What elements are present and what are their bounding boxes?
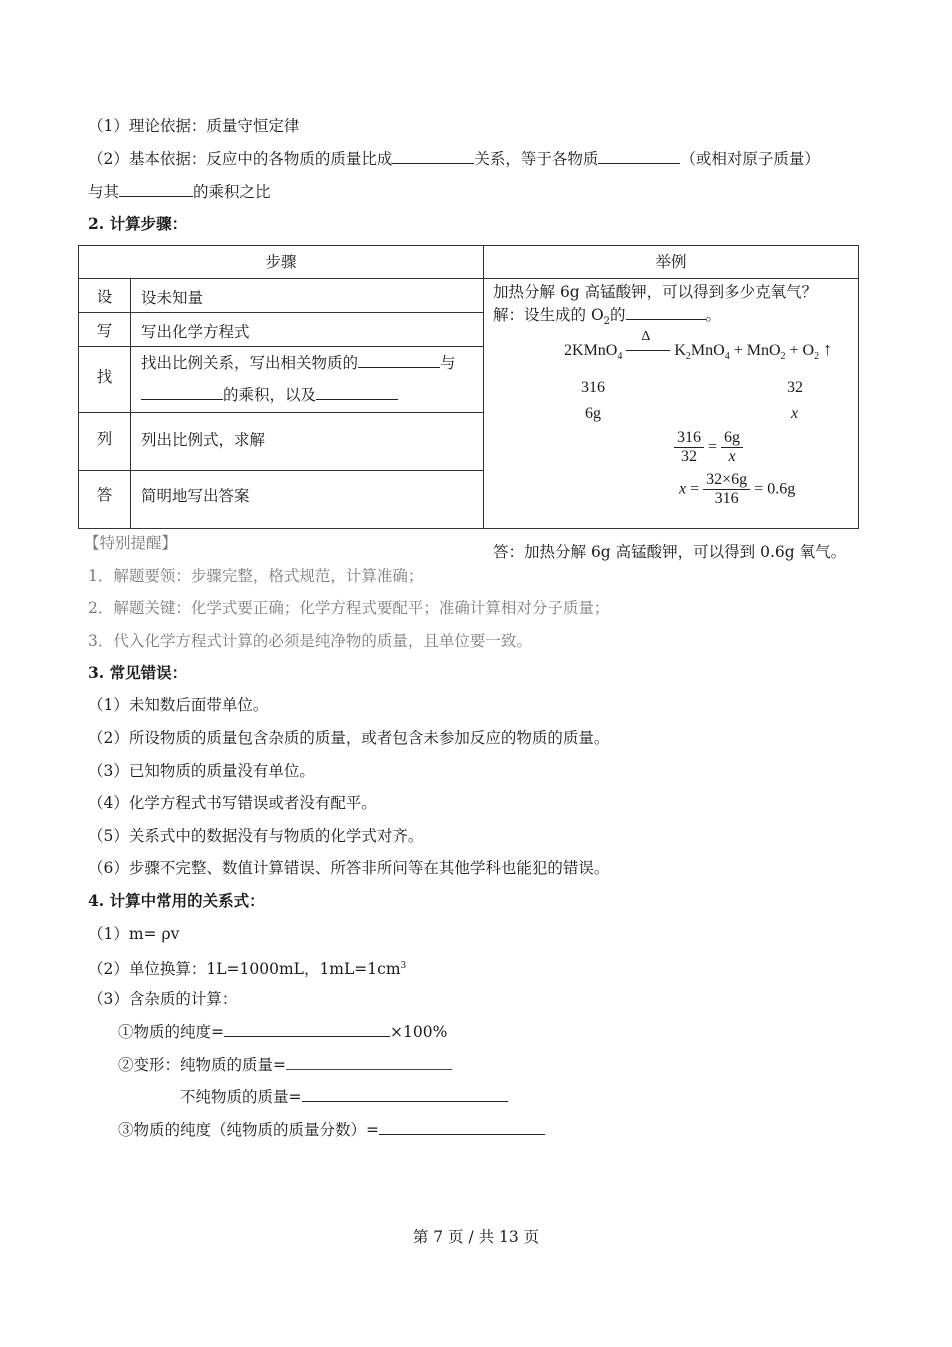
transform-label: ②变形：纯物质的质量= bbox=[118, 1056, 286, 1074]
unknown-o2: x bbox=[791, 405, 799, 422]
eq-mno-sub: 4 bbox=[724, 351, 730, 363]
basis-basic-text-e: 的乘积之比 bbox=[193, 183, 271, 201]
step-text-write: 写出化学方程式 bbox=[131, 313, 484, 347]
f2-num: 6g bbox=[721, 429, 743, 448]
delta-icon: Δ bbox=[641, 329, 651, 345]
eq-line bbox=[626, 350, 670, 351]
eq-reactant: 2KMnO bbox=[564, 342, 618, 359]
relation-item-1: （1）m= ρv bbox=[88, 925, 180, 943]
step-key-set: 设 bbox=[79, 279, 131, 313]
error-item-5: （5）关系式中的数据没有与物质的化学式对齐。 bbox=[88, 827, 424, 845]
example-solve-line bbox=[493, 303, 721, 333]
error-item-1: （1）未知数后面带单位。 bbox=[88, 696, 269, 714]
basis-basic-text-c: （或相对原子质量） bbox=[680, 150, 820, 168]
example-question: 加热分解 6g 高锰酸钾，可以得到多少克氧气？ bbox=[493, 283, 818, 301]
x-eq: = bbox=[690, 480, 700, 498]
eq-k: K bbox=[674, 342, 686, 359]
blank-purity2 bbox=[379, 1118, 545, 1135]
reminder-item-1: 1．解题要领：步骤完整，格式规范，计算准确； bbox=[88, 567, 424, 585]
step-key-write: 写 bbox=[79, 313, 131, 347]
eq-heat-arrow bbox=[626, 329, 670, 358]
f-eq: = bbox=[708, 438, 718, 456]
step-key-answer: 答 bbox=[79, 471, 131, 529]
up-arrow-icon: ↑ bbox=[823, 339, 833, 359]
step-key-find: 找 bbox=[79, 347, 131, 413]
step-text-find bbox=[131, 347, 484, 413]
blank-impure-mass bbox=[302, 1085, 508, 1102]
blank-pure-mass bbox=[286, 1053, 452, 1070]
impure-label: 不纯物质的质量= bbox=[180, 1088, 302, 1106]
header-example: 举例 bbox=[484, 246, 859, 279]
eq-k-sub: 2 bbox=[685, 351, 691, 363]
x-result: = 0.6g bbox=[754, 480, 796, 498]
fraction-32x6g-316 bbox=[703, 471, 750, 508]
eq-mno: MnO bbox=[690, 342, 725, 359]
basis-basic bbox=[88, 147, 820, 170]
purity-formula bbox=[118, 1020, 447, 1043]
purity2-formula bbox=[118, 1118, 545, 1141]
blank-coefficient bbox=[119, 180, 193, 197]
f1-den: 32 bbox=[681, 448, 698, 465]
unit-conversion: （2）单位换算：1L=1000mL，1mL=1cm bbox=[88, 960, 401, 979]
eq-mno2: + MnO bbox=[729, 342, 781, 359]
solution-line bbox=[679, 471, 795, 508]
basis-theory: （1）理论依据：质量守恒定律 bbox=[88, 117, 300, 135]
fraction-316-32 bbox=[674, 429, 704, 466]
mass-o2: 32 bbox=[787, 379, 804, 396]
x-var: x bbox=[679, 480, 687, 498]
purity-tail: ×100% bbox=[390, 1023, 448, 1041]
unit-sup: 3 bbox=[400, 961, 407, 971]
fraction-6g-x bbox=[721, 429, 743, 466]
given-kmno4: 6g bbox=[585, 405, 602, 422]
blank-oxygen-mass bbox=[626, 303, 706, 320]
solve-text: 解：设生成的 O bbox=[493, 306, 604, 324]
f1-num: 316 bbox=[674, 429, 704, 448]
f3-num: 32×6g bbox=[703, 471, 750, 490]
example-answer: 答：加热分解 6g 高锰酸钾，可以得到 0.6g 氧气。 bbox=[493, 543, 847, 561]
example-cell bbox=[484, 279, 859, 561]
basis-basic-text-d: 与其 bbox=[88, 183, 120, 201]
basis-basic-cont bbox=[88, 180, 271, 203]
eq-o2: + O bbox=[785, 342, 815, 359]
relation-item-2 bbox=[88, 955, 406, 980]
proportion bbox=[674, 429, 743, 466]
basis-basic-text-b: 关系，等于各物质 bbox=[474, 150, 599, 168]
find-text-a: 找出比例关系，写出相关物质的 bbox=[141, 354, 359, 372]
reminder-item-2: 2．解题关键：化学式要正确；化学方程式要配平；准确计算相对分子质量； bbox=[88, 599, 610, 617]
transform-formula bbox=[118, 1053, 452, 1076]
reminder-title: 【特别提醒】 bbox=[84, 534, 178, 552]
find-text-c: 的乘积，以及 bbox=[223, 386, 317, 404]
impure-formula bbox=[180, 1085, 508, 1108]
eq-o2-sub: 2 bbox=[814, 351, 820, 363]
error-item-4: （4）化学方程式书写错误或者没有配平。 bbox=[88, 794, 377, 812]
error-item-3: （3）已知物质的质量没有单位。 bbox=[88, 762, 315, 780]
step-text-answer: 简明地写出答案 bbox=[131, 471, 484, 529]
step-text-list: 列出比例式，求解 bbox=[131, 413, 484, 471]
f3-den: 316 bbox=[714, 490, 739, 507]
solve-text-c: 。 bbox=[705, 306, 722, 324]
reminder-item-3: 3．代入化学方程式计算的必须是纯净物的质量，且单位要一致。 bbox=[88, 632, 532, 650]
section-2-heading: 2. 计算步骤： bbox=[88, 214, 188, 233]
solve-text-b: 的 bbox=[610, 306, 626, 324]
blank-ratio bbox=[392, 147, 474, 164]
mass-kmno4: 316 bbox=[581, 379, 606, 396]
blank-relative-mass bbox=[598, 147, 680, 164]
solve-sub: 2 bbox=[603, 316, 611, 328]
basis-basic-text-a: （2）基本依据：反应中的各物质的质量比成 bbox=[88, 150, 393, 168]
eq-mno2-sub: 2 bbox=[780, 351, 786, 363]
chemical-equation bbox=[564, 329, 833, 363]
step-key-list: 列 bbox=[79, 413, 131, 471]
error-item-2: （2）所设物质的质量包含杂质的质量，或者包含未参加反应的物质的质量。 bbox=[88, 729, 610, 747]
relation-item-3: （3）含杂质的计算： bbox=[88, 990, 238, 1008]
error-item-6: （6）步骤不完整、数值计算错误、所答非所问等在其他学科也能犯的错误。 bbox=[88, 859, 610, 877]
blank-purity bbox=[224, 1020, 390, 1037]
step-text-set: 设未知量 bbox=[131, 279, 484, 313]
purity-label: ①物质的纯度= bbox=[118, 1023, 224, 1041]
purity2-label: ③物质的纯度（纯物质的质量分数）= bbox=[118, 1121, 379, 1139]
page-footer: 第 7 页 / 共 13 页 bbox=[412, 1228, 540, 1246]
blank-find-2 bbox=[141, 383, 223, 400]
section-4-heading: 4. 计算中常用的关系式： bbox=[88, 891, 265, 910]
f2-den: x bbox=[728, 448, 736, 465]
section-3-heading: 3. 常见错误： bbox=[88, 663, 188, 682]
header-steps: 步骤 bbox=[79, 246, 484, 279]
blank-find-1 bbox=[358, 351, 440, 368]
find-text-b: 与 bbox=[440, 354, 456, 372]
eq-reactant-sub: 4 bbox=[617, 351, 623, 363]
blank-find-3 bbox=[316, 383, 398, 400]
